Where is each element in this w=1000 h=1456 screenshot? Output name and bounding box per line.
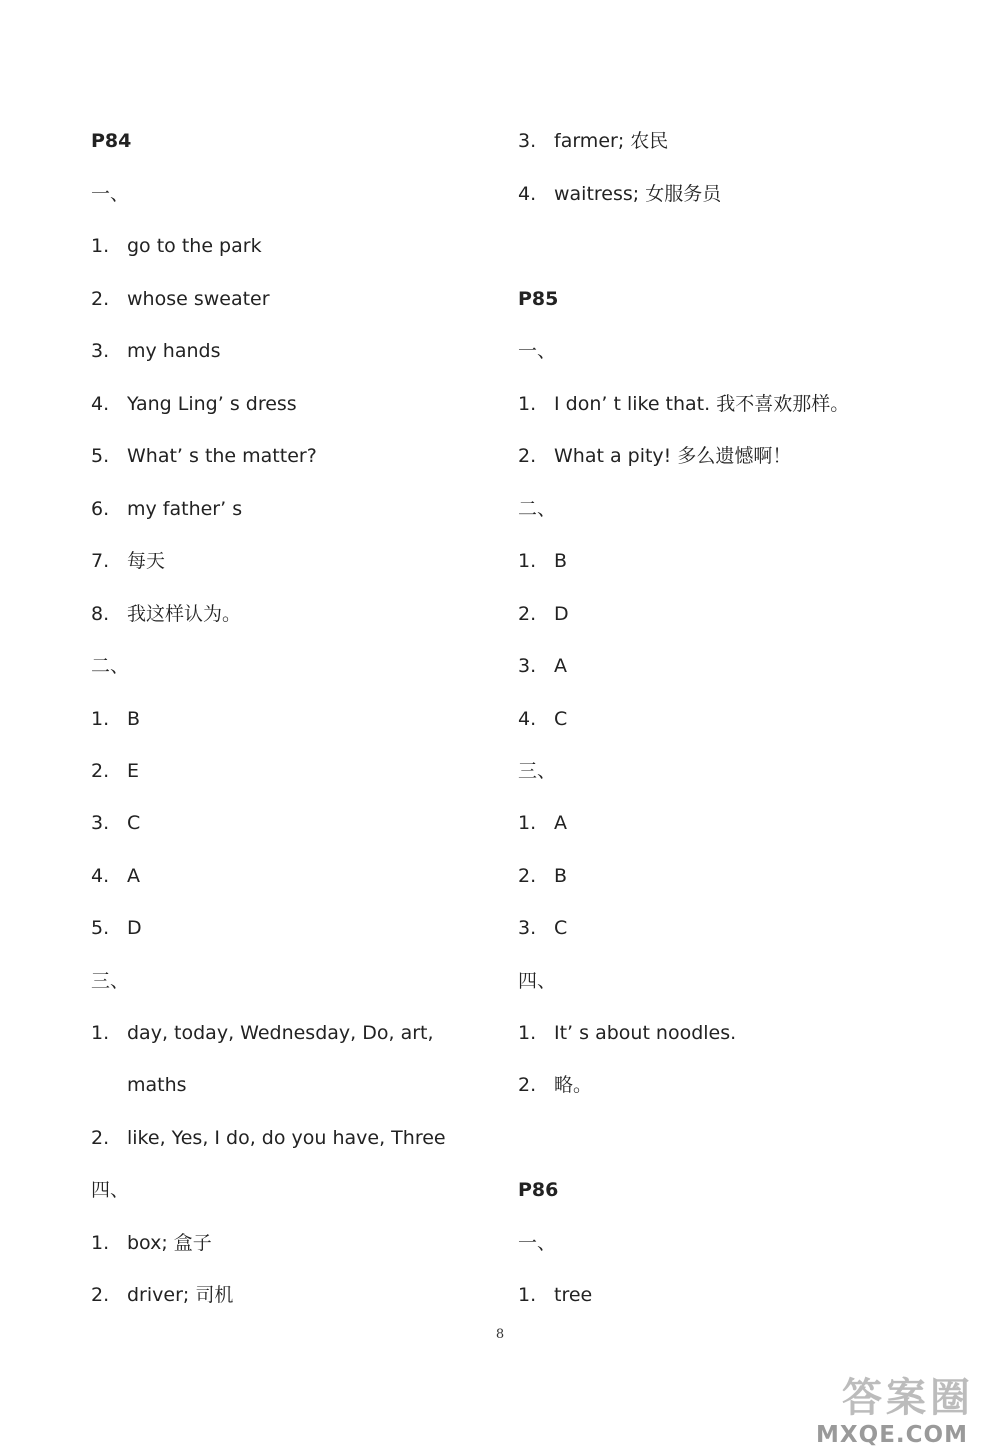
- section-label: 四、: [518, 970, 557, 992]
- list-item: [518, 1020, 736, 1046]
- item-text: like, Yes, I do, do you have, Three: [127, 1127, 446, 1149]
- watermark-logo: 答案圈: [842, 1375, 974, 1421]
- watermark: [802, 1366, 982, 1448]
- item-number: 2.: [91, 288, 110, 310]
- word: Wednesday,: [240, 1022, 357, 1044]
- list-item: [518, 653, 567, 679]
- item-text: E: [127, 760, 140, 782]
- item-text: whose sweater: [127, 288, 270, 310]
- item-text: C: [127, 812, 141, 834]
- item-number: 1.: [518, 1022, 537, 1044]
- page-heading-p85: P85: [518, 288, 559, 310]
- item-number: 2.: [91, 760, 110, 782]
- list-item: [518, 128, 668, 154]
- item-text: A: [554, 655, 567, 677]
- item-text: It’ s about noodles.: [554, 1022, 737, 1044]
- item-text: go to the park: [127, 235, 262, 257]
- item-number: 5.: [91, 917, 110, 939]
- page-heading-p84: P84: [91, 130, 132, 152]
- item-text: 略。: [554, 1074, 593, 1096]
- item-number: 4.: [518, 708, 537, 730]
- list-item: [91, 915, 142, 941]
- item-number: 1.: [91, 1022, 110, 1044]
- item-number: 1.: [91, 708, 110, 730]
- list-item: [518, 181, 721, 207]
- item-number: 1.: [518, 1284, 537, 1306]
- section-label: 一、: [91, 183, 130, 205]
- section-label: 一、: [518, 340, 557, 362]
- item-number: 2.: [518, 603, 537, 625]
- item-continuation: maths: [127, 1074, 187, 1096]
- word: Do,: [362, 1022, 395, 1044]
- item-number: 4.: [91, 393, 110, 415]
- item-text: Yang Ling’ s dress: [127, 393, 297, 415]
- item-number: 2.: [518, 445, 537, 467]
- list-item: [91, 706, 140, 732]
- item-number: 2.: [91, 1284, 110, 1306]
- item-text: A: [554, 812, 567, 834]
- list-item: [91, 758, 139, 784]
- section-label: 二、: [91, 655, 130, 677]
- item-text: I don’ t like that. 我不喜欢那样。: [554, 393, 850, 415]
- list-item: [91, 233, 262, 259]
- item-number: 1.: [91, 1232, 110, 1254]
- list-item: [91, 496, 242, 522]
- item-text: C: [554, 708, 568, 730]
- section-label: 二、: [518, 498, 557, 520]
- item-text: tree: [554, 1284, 593, 1306]
- list-item: [518, 863, 567, 889]
- item-number: 3.: [518, 130, 537, 152]
- word: today,: [174, 1022, 235, 1044]
- item-number: 1.: [518, 393, 537, 415]
- item-text: farmer; 农民: [554, 130, 669, 152]
- item-number: 1.: [91, 235, 110, 257]
- list-item: [518, 391, 849, 417]
- list-item: [518, 1072, 592, 1098]
- section-label: 三、: [518, 760, 557, 782]
- page-number: 8: [495, 1327, 505, 1342]
- item-number: 1.: [518, 550, 537, 572]
- list-item: [91, 391, 297, 417]
- list-item: [518, 1282, 592, 1308]
- list-item: [91, 1230, 212, 1256]
- item-number: 3.: [91, 812, 110, 834]
- item-number: 3.: [91, 340, 110, 362]
- item-number: 2.: [518, 865, 537, 887]
- item-number: 2.: [518, 1074, 537, 1096]
- list-item: [91, 810, 140, 836]
- item-text: What a pity! 多么遗憾啊！: [554, 445, 792, 467]
- list-item: [91, 338, 220, 364]
- item-number: 3.: [518, 655, 537, 677]
- item-text: C: [554, 917, 568, 939]
- item-number: 5.: [91, 445, 110, 467]
- item-number: 3.: [518, 917, 537, 939]
- list-item: [91, 443, 317, 469]
- list-item: [518, 443, 791, 469]
- word-list: [127, 1020, 483, 1046]
- item-number: 2.: [91, 1127, 110, 1149]
- item-number: 4.: [518, 183, 537, 205]
- list-item: [91, 863, 140, 889]
- list-item: [91, 1125, 446, 1151]
- list-item: [518, 810, 567, 836]
- item-text: my father’ s: [127, 498, 243, 520]
- item-text: B: [554, 865, 568, 887]
- list-item: [91, 601, 241, 627]
- list-item: [91, 548, 165, 574]
- item-text: box; 盒子: [127, 1232, 212, 1254]
- word: art,: [400, 1022, 434, 1044]
- watermark-text: MXQE.COM: [816, 1422, 968, 1448]
- item-text: 我这样认为。: [127, 603, 242, 625]
- item-number: 4.: [91, 865, 110, 887]
- list-item: [518, 601, 569, 627]
- page-heading-p86: P86: [518, 1179, 559, 1201]
- list-item: [91, 286, 270, 312]
- item-text: my hands: [127, 340, 221, 362]
- word: day,: [127, 1022, 168, 1044]
- list-item: [518, 915, 567, 941]
- list-item: [91, 1020, 483, 1046]
- item-number: 8.: [91, 603, 110, 625]
- item-text: A: [127, 865, 140, 887]
- item-text: B: [554, 550, 568, 572]
- item-text: waitress; 女服务员: [554, 183, 722, 205]
- item-text: D: [127, 917, 142, 939]
- list-item: [518, 706, 567, 732]
- item-text: driver; 司机: [127, 1284, 234, 1306]
- item-number: 1.: [518, 812, 537, 834]
- list-item: [91, 1282, 233, 1308]
- section-label: 四、: [91, 1179, 130, 1201]
- item-number: 6.: [91, 498, 110, 520]
- section-label: 三、: [91, 970, 130, 992]
- item-text: 每天: [127, 550, 166, 572]
- item-number: 7.: [91, 550, 110, 572]
- list-item: [518, 548, 567, 574]
- item-text: What’ s the matter?: [127, 445, 317, 467]
- item-text: D: [554, 603, 569, 625]
- section-label: 一、: [518, 1232, 557, 1254]
- item-text: B: [127, 708, 141, 730]
